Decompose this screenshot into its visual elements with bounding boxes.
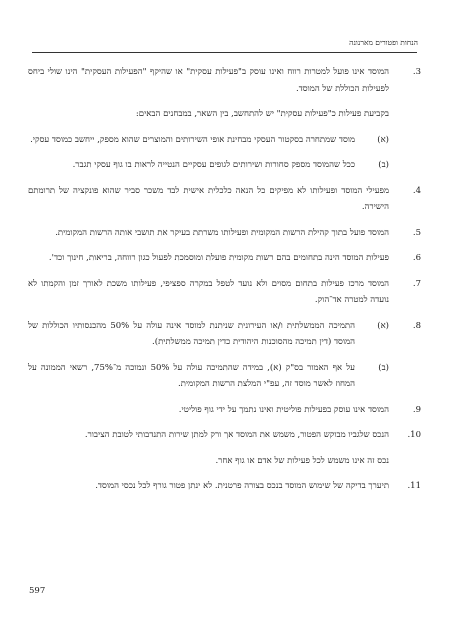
- paragraph-criteria: בקביעת פעילות כ"פעילות עסקית" יש להתחשב, בין השאר, במבחנים הבאים:: [135, 109, 389, 119]
- item-number: 5.: [412, 227, 421, 238]
- item-number: 6.: [412, 253, 421, 263]
- item-text: המוסד מרכז פעילות בתחום מסוים ולא נועד לטפל במקרה ספציפי, פעילותו משכת לאורך זמן והקמתו לא נועדה למטרה אד־הוק.: [28, 278, 389, 305]
- item-number: 4.: [412, 185, 421, 196]
- list-item-10: [28, 427, 421, 444]
- sub-text: ככל שהמוסד מספק סחורות ושירותים לגופים עסקיים הנטייה לראות בו גוף עסקי תגבר.: [72, 160, 355, 170]
- item-number: 3.: [412, 67, 421, 77]
- page-body: [28, 64, 421, 504]
- sub-item-a: [28, 132, 389, 149]
- item-number: 9.: [412, 404, 421, 415]
- page-number: 597: [29, 586, 46, 596]
- item-text: התמיכה הממשלתית ו/או העירונית שניתנת למוסד אינה עולה על 50% מהכנסותיו הכוללות של המוסד (דין תמיכה מהסוכנות היהודית כדין תמיכה ממשלתית).: [28, 320, 356, 347]
- list-item-3: [28, 64, 421, 97]
- sub-text: על אף האמור בס"ק (א), במידה שהתמיכה עולה על 50% ונמוכה מ־75%, רשאי הממונה על המחוז לאשר מוסד זה, עפ"י המלצת הרשות המקומית.: [28, 362, 355, 389]
- item-number: 11.: [407, 481, 421, 491]
- item-text: המוסד אינו פועל למטרות רווח ואינו עוסק ב"פעילות עסקית" או שהיקף "הפעילות העסקית" הינו שולי ביחס לפעילות הכוללת של המוסד.: [28, 67, 389, 94]
- item-number: 10.: [407, 430, 421, 440]
- header-rule: [32, 52, 417, 53]
- sub-label: (ב): [378, 362, 389, 373]
- sub-item-8b: [28, 360, 389, 393]
- item-text: מפעילי המוסד ופעילותו לא מפיקים כל הנאה כלכלית אישית לבד משכר סביר שהוא פונקציה של תרומתם הישירה.: [28, 185, 389, 212]
- item-text: פעילות המוסד הינה בתחומים בהם רשות מקומית פועלת ומוסמכת לפעול כגון רווחה, בריאות, חינוך וכד'.: [48, 253, 389, 263]
- item-number: 8.: [412, 320, 421, 331]
- list-item-8: [28, 318, 421, 351]
- sub-text: מוסד שמתחרה בסקטור העסקי מבחינת אופי השירותים והמוצרים שהוא מספק, ייחשב כמוסד עסקי.: [30, 134, 355, 145]
- list-item-5: [28, 225, 421, 242]
- sub-label: (ב): [378, 160, 389, 170]
- item-text: הנכס שלגביו מבוקש הפטור, משמש את המוסד אך ורק למתן שירות התנדבותי לטובת הציבור.: [84, 430, 389, 440]
- item-text: המוסד פועל בתוך קהילת הרשות המקומית ופעילותו משרתת בעיקר את תושבי אותה הרשות המקומית.: [55, 227, 389, 238]
- list-item-7: [28, 276, 421, 309]
- sub-item-b: [28, 157, 389, 174]
- list-item-4: [28, 183, 421, 216]
- item-number: 7.: [412, 278, 421, 289]
- item-text: המוסד אינו עוסק בפעילות פוליטית ואינו נתמך על ידי גוף פוליטי.: [178, 404, 389, 415]
- running-header: הנחות ופטורים מארנונה: [349, 38, 418, 47]
- item-text: תיערך בדיקה של שימוש המוסד בנכס בצורה פרטנית. לא ינתן פטור גורף לכל נכסי המוסד.: [95, 481, 389, 491]
- list-item-6: [28, 250, 421, 267]
- sub-label: (א): [377, 320, 389, 331]
- sub-label: (א): [377, 134, 389, 145]
- list-item-9: [28, 402, 421, 419]
- list-item-11: [28, 478, 421, 495]
- paragraph-note: נכס זה אינו משמש לכל פעילות של אדם או גוף אחר.: [215, 455, 389, 466]
